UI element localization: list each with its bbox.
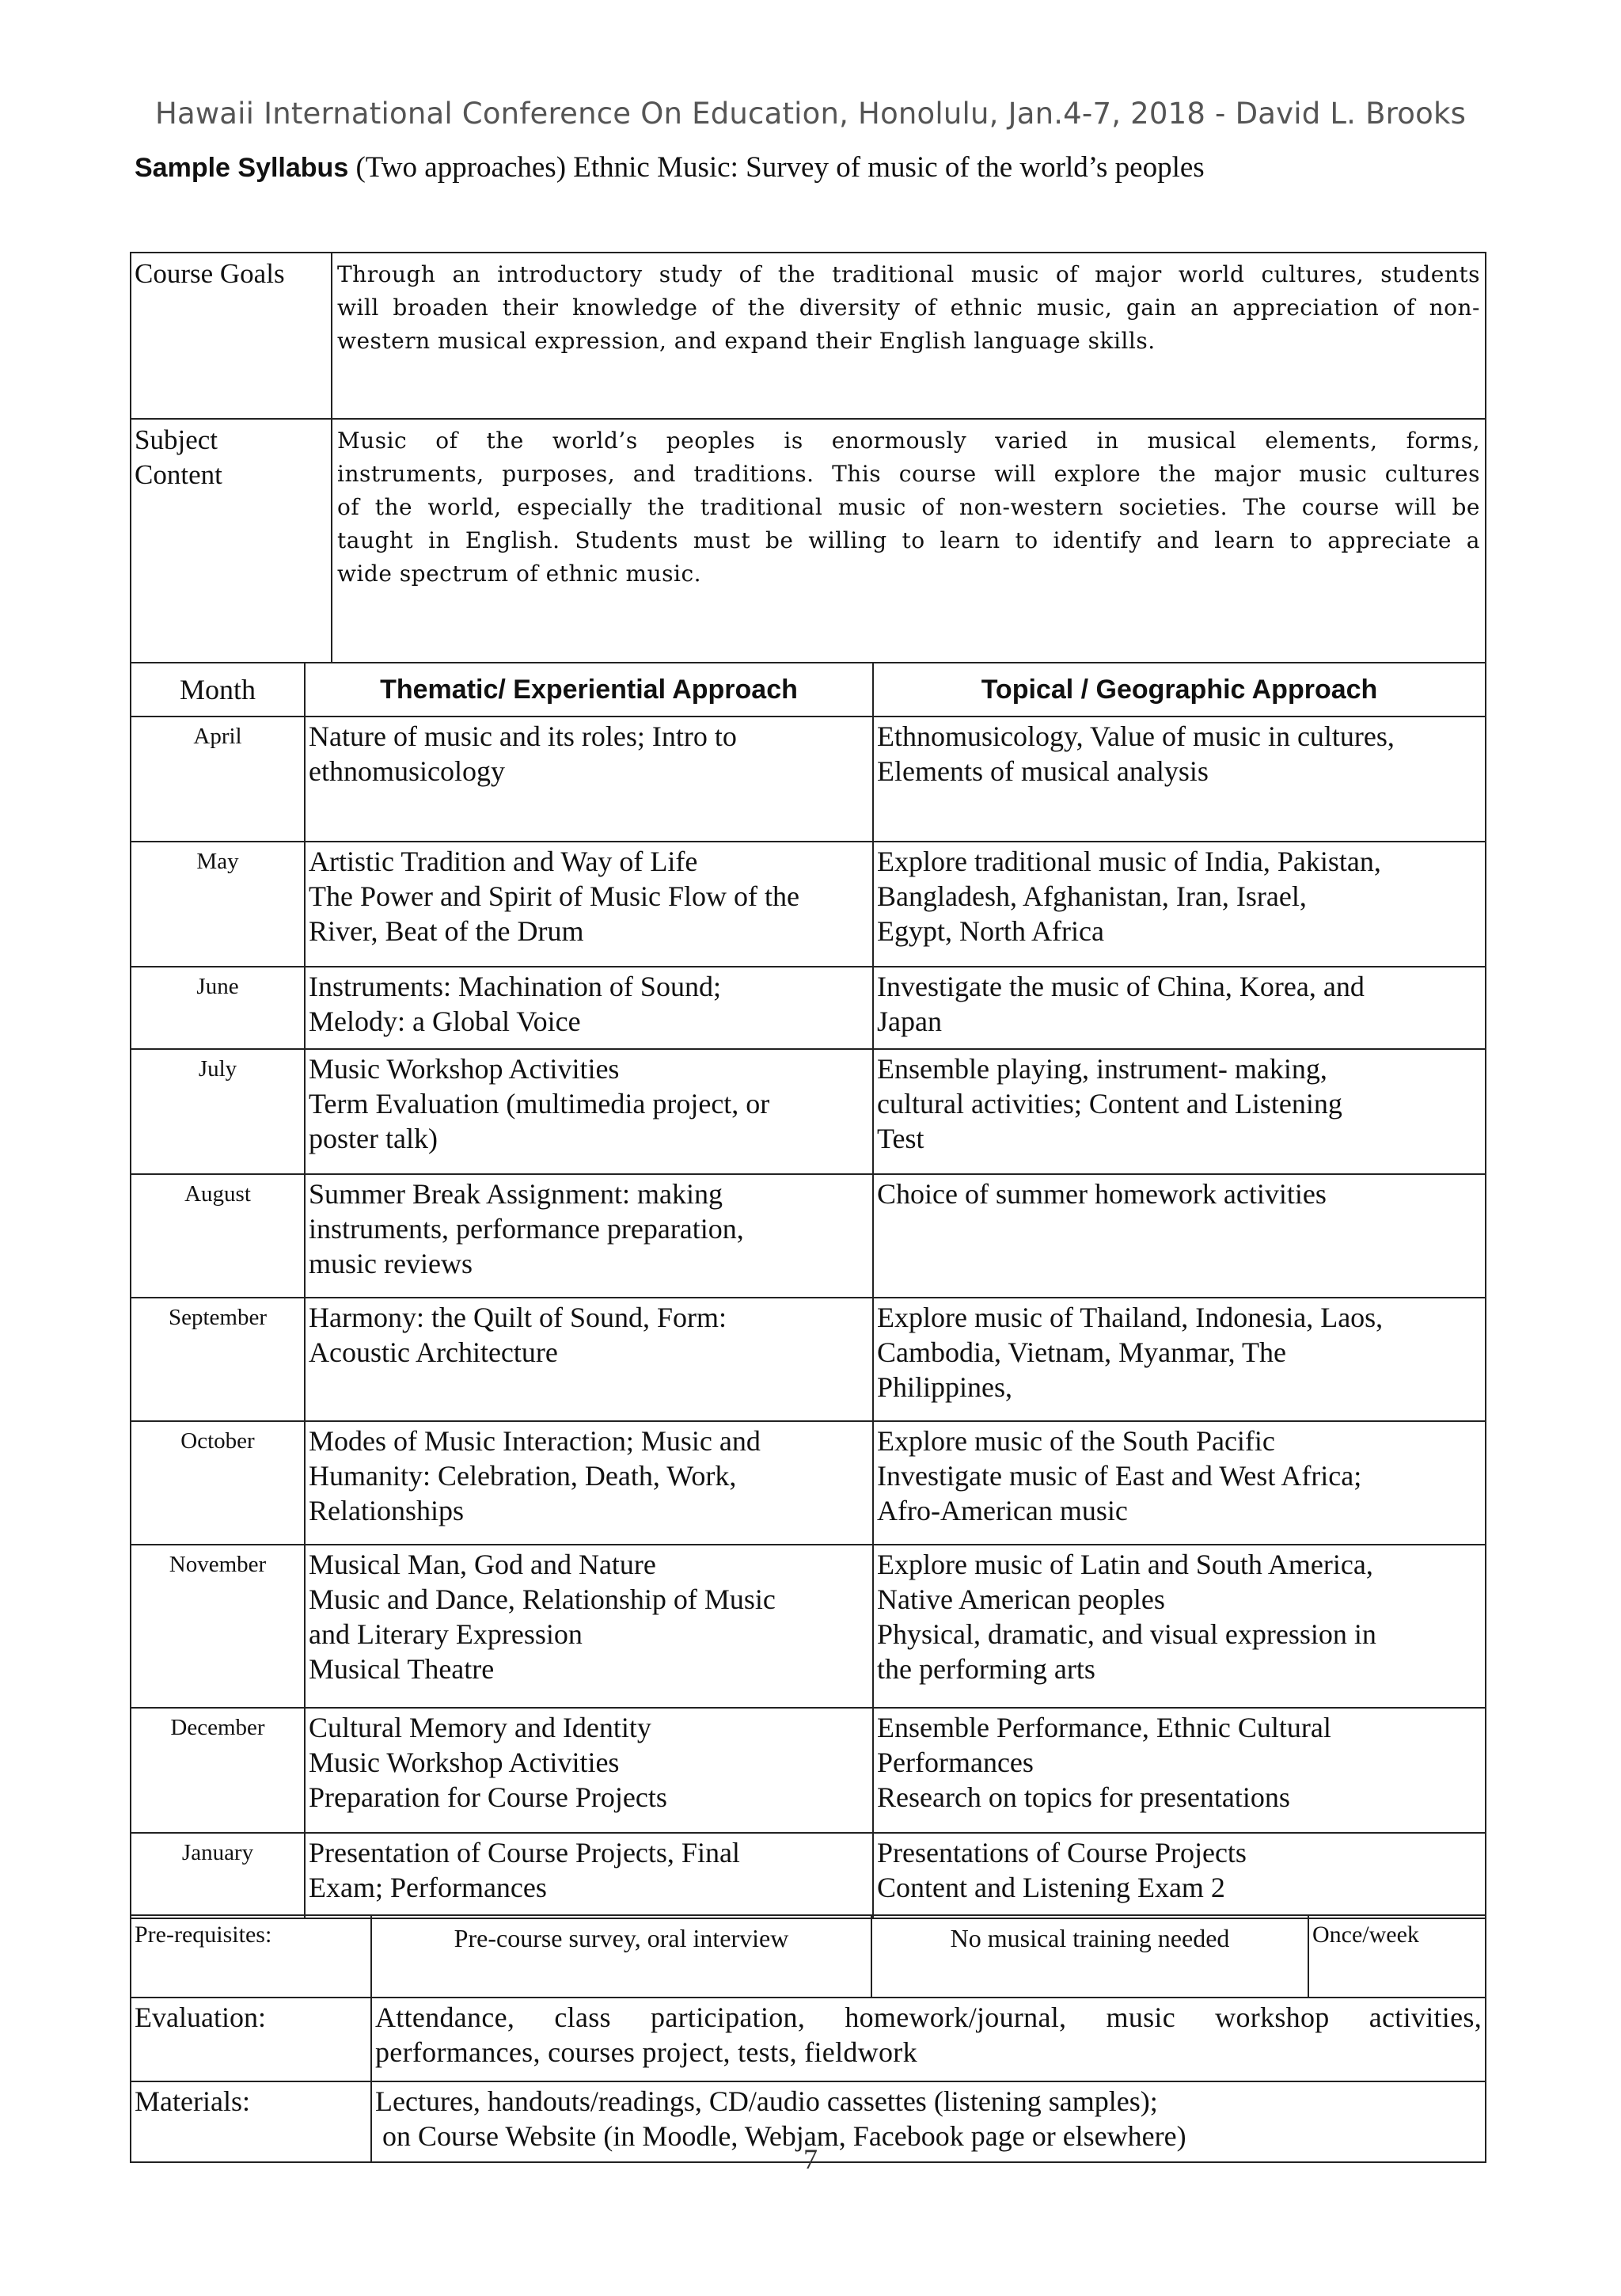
topical-cell bbox=[873, 842, 1486, 967]
topical-line: Bangladesh, Afghanistan, Iran, Israel, bbox=[877, 880, 1307, 912]
course-overview-table bbox=[130, 252, 1486, 663]
subject-content-line: of the world, especially the traditional music of non-western societies. The course will be bbox=[337, 494, 1480, 520]
subject-content-text bbox=[332, 419, 1486, 663]
evaluation-line: Attendance, class participation, homework/journal, music workshop activities, bbox=[375, 2001, 1482, 2033]
month-column-header: Month bbox=[131, 663, 305, 717]
course-goals-line: western musical expression, and expand their English language skills. bbox=[337, 328, 1156, 354]
thematic-line: The Power and Spirit of Music Flow of the bbox=[309, 880, 799, 912]
course-goals-label: Course Goals bbox=[131, 253, 332, 419]
materials-line: Lectures, handouts/readings, CD/audio cassettes (listening samples); bbox=[375, 2085, 1158, 2117]
topical-line: the performing arts bbox=[877, 1653, 1095, 1685]
page-number: 7 bbox=[803, 2143, 818, 2175]
schedule-header-row bbox=[131, 663, 1486, 717]
subject-content-row bbox=[131, 419, 1486, 663]
topical-cell bbox=[873, 1833, 1486, 1918]
topical-column-header: Topical / Geographic Approach bbox=[873, 663, 1486, 717]
topical-line: Native American peoples bbox=[877, 1583, 1165, 1615]
topical-line: Explore music of Latin and South America, bbox=[877, 1549, 1373, 1580]
subject-content-label-line: Content bbox=[135, 459, 222, 490]
schedule-row bbox=[131, 1833, 1486, 1918]
thematic-line: River, Beat of the Drum bbox=[309, 915, 584, 947]
topical-line: Research on topics for presentations bbox=[877, 1781, 1290, 1813]
syllabus-title-rest: (Two approaches) Ethnic Music: Survey of music of the world’s peoples bbox=[348, 151, 1205, 184]
schedule-month: September bbox=[131, 1298, 305, 1421]
class-frequency: Once/week bbox=[1308, 1915, 1486, 1998]
schedule-month: October bbox=[131, 1421, 305, 1545]
schedule-month: January bbox=[131, 1833, 305, 1918]
schedule-row bbox=[131, 1298, 1486, 1421]
topical-line: Presentations of Course Projects bbox=[877, 1837, 1247, 1868]
topical-line: cultural activities; Content and Listening bbox=[877, 1088, 1342, 1119]
thematic-cell bbox=[305, 1833, 873, 1918]
evaluation-row bbox=[131, 1998, 1486, 2081]
subject-content-line: instruments, purposes, and traditions. This course will explore the major music cultures bbox=[337, 461, 1480, 487]
topical-line: Investigate the music of China, Korea, and bbox=[877, 971, 1365, 1002]
topical-cell bbox=[873, 1421, 1486, 1545]
thematic-line: Humanity: Celebration, Death, Work, bbox=[309, 1460, 737, 1492]
topical-line: Choice of summer homework activities bbox=[877, 1178, 1327, 1210]
materials-line: on Course Website (in Moodle, Webjam, Facebook page or elsewhere) bbox=[375, 2120, 1186, 2152]
prerequisites-label: Pre-requisites: bbox=[131, 1915, 371, 1998]
evaluation-label: Evaluation: bbox=[131, 1998, 371, 2081]
topical-line: Egypt, North Africa bbox=[877, 915, 1104, 947]
topical-line: Test bbox=[877, 1123, 924, 1154]
schedule-row bbox=[131, 967, 1486, 1049]
schedule-row bbox=[131, 1049, 1486, 1174]
topical-line: Investigate music of East and West Africa; bbox=[877, 1460, 1362, 1492]
thematic-line: Exam; Performances bbox=[309, 1872, 547, 1903]
thematic-line: Summer Break Assignment: making bbox=[309, 1178, 723, 1210]
thematic-line: Cultural Memory and Identity bbox=[309, 1712, 651, 1743]
topical-cell bbox=[873, 1298, 1486, 1421]
thematic-line: Musical Theatre bbox=[309, 1653, 495, 1685]
thematic-line: Artistic Tradition and Way of Life bbox=[309, 846, 698, 877]
topical-line: Afro-American music bbox=[877, 1495, 1128, 1526]
topical-cell bbox=[873, 717, 1486, 842]
schedule-row bbox=[131, 842, 1486, 967]
materials-label: Materials: bbox=[131, 2081, 371, 2162]
thematic-line: Preparation for Course Projects bbox=[309, 1781, 667, 1813]
course-goals-row bbox=[131, 253, 1486, 419]
syllabus-title-bold: Sample Syllabus bbox=[135, 153, 349, 183]
schedule-row bbox=[131, 1421, 1486, 1545]
evaluation-line: performances, courses project, tests, fieldwork bbox=[375, 2036, 917, 2068]
topical-line: Ensemble Performance, Ethnic Cultural bbox=[877, 1712, 1331, 1743]
thematic-line: ethnomusicology bbox=[309, 755, 505, 787]
thematic-line: instruments, performance preparation, bbox=[309, 1213, 744, 1245]
topical-line: Physical, dramatic, and visual expression in bbox=[877, 1618, 1376, 1650]
thematic-cell bbox=[305, 1708, 873, 1833]
schedule-month: December bbox=[131, 1708, 305, 1833]
topical-line: Explore music of Thailand, Indonesia, Laos, bbox=[877, 1302, 1384, 1333]
schedule-row bbox=[131, 1174, 1486, 1298]
thematic-line: Instruments: Machination of Sound; bbox=[309, 971, 721, 1002]
thematic-column-header: Thematic/ Experiential Approach bbox=[305, 663, 873, 717]
topical-cell bbox=[873, 1049, 1486, 1174]
topical-line: Content and Listening Exam 2 bbox=[877, 1872, 1225, 1903]
topical-line: Ethnomusicology, Value of music in cultures, bbox=[877, 720, 1395, 752]
schedule-row bbox=[131, 1708, 1486, 1833]
topical-line: Explore traditional music of India, Pakistan, bbox=[877, 846, 1381, 877]
thematic-line: Melody: a Global Voice bbox=[309, 1005, 581, 1037]
schedule-row bbox=[131, 717, 1486, 842]
thematic-cell bbox=[305, 1049, 873, 1174]
subject-content-line: Music of the world’s peoples is enormously varied in musical elements, forms, bbox=[337, 428, 1480, 454]
subject-content-line: taught in English. Students must be willing to learn to identify and learn to appreciate a bbox=[337, 527, 1480, 553]
topical-line: Performances bbox=[877, 1747, 1034, 1778]
topical-cell bbox=[873, 1545, 1486, 1708]
thematic-line: Modes of Music Interaction; Music and bbox=[309, 1425, 761, 1457]
thematic-line: poster talk) bbox=[309, 1123, 438, 1154]
course-goals-line: Through an introductory study of the traditional music of major world cultures, students bbox=[337, 261, 1480, 287]
thematic-cell bbox=[305, 1545, 873, 1708]
thematic-line: Term Evaluation (multimedia project, or bbox=[309, 1088, 770, 1119]
subject-content-line: wide spectrum of ethnic music. bbox=[337, 561, 702, 587]
schedule-month: May bbox=[131, 842, 305, 967]
schedule-row bbox=[131, 1545, 1486, 1708]
topical-cell bbox=[873, 1708, 1486, 1833]
thematic-line: Relationships bbox=[309, 1495, 464, 1526]
schedule-month: July bbox=[131, 1049, 305, 1174]
course-requirements-table bbox=[130, 1914, 1486, 2163]
topical-cell bbox=[873, 967, 1486, 1049]
topical-line: Elements of musical analysis bbox=[877, 755, 1209, 787]
prerequisites-row bbox=[131, 1915, 1486, 1998]
topical-line: Japan bbox=[877, 1005, 942, 1037]
thematic-cell bbox=[305, 1421, 873, 1545]
thematic-line: Music and Dance, Relationship of Music bbox=[309, 1583, 776, 1615]
prerequisites-training: No musical training needed bbox=[871, 1915, 1308, 1998]
thematic-line: Nature of music and its roles; Intro to bbox=[309, 720, 737, 752]
conference-header: Hawaii International Conference On Education, Honolulu, Jan.4-7, 2018 - David L. Brooks bbox=[154, 97, 1467, 131]
thematic-cell bbox=[305, 842, 873, 967]
thematic-line: Presentation of Course Projects, Final bbox=[309, 1837, 740, 1868]
thematic-cell bbox=[305, 1174, 873, 1298]
subject-content-label bbox=[131, 419, 332, 663]
syllabus-title bbox=[135, 150, 1205, 184]
prerequisites-survey: Pre-course survey, oral interview bbox=[371, 1915, 871, 1998]
thematic-line: Acoustic Architecture bbox=[309, 1336, 558, 1368]
thematic-line: music reviews bbox=[309, 1248, 473, 1279]
topical-line: Explore music of the South Pacific bbox=[877, 1425, 1275, 1457]
thematic-line: Music Workshop Activities bbox=[309, 1747, 620, 1778]
topical-cell bbox=[873, 1174, 1486, 1298]
thematic-cell bbox=[305, 967, 873, 1049]
thematic-cell bbox=[305, 1298, 873, 1421]
topical-line: Ensemble playing, instrument- making, bbox=[877, 1053, 1327, 1085]
topical-line: Philippines, bbox=[877, 1371, 1013, 1403]
thematic-line: Harmony: the Quilt of Sound, Form: bbox=[309, 1302, 727, 1333]
schedule-month: June bbox=[131, 967, 305, 1049]
course-goals-line: will broaden their knowledge of the diversity of ethnic music, gain an appreciation of non- bbox=[337, 295, 1480, 321]
topical-line: Cambodia, Vietnam, Myanmar, The bbox=[877, 1336, 1286, 1368]
evaluation-text bbox=[371, 1998, 1486, 2081]
thematic-line: and Literary Expression bbox=[309, 1618, 583, 1650]
thematic-cell bbox=[305, 717, 873, 842]
course-goals-text bbox=[332, 253, 1486, 419]
schedule-month: August bbox=[131, 1174, 305, 1298]
subject-content-label-line: Subject bbox=[135, 424, 218, 455]
schedule-month: November bbox=[131, 1545, 305, 1708]
thematic-line: Music Workshop Activities bbox=[309, 1053, 620, 1085]
schedule-month: April bbox=[131, 717, 305, 842]
thematic-line: Musical Man, God and Nature bbox=[309, 1549, 656, 1580]
schedule-table bbox=[130, 662, 1486, 1919]
